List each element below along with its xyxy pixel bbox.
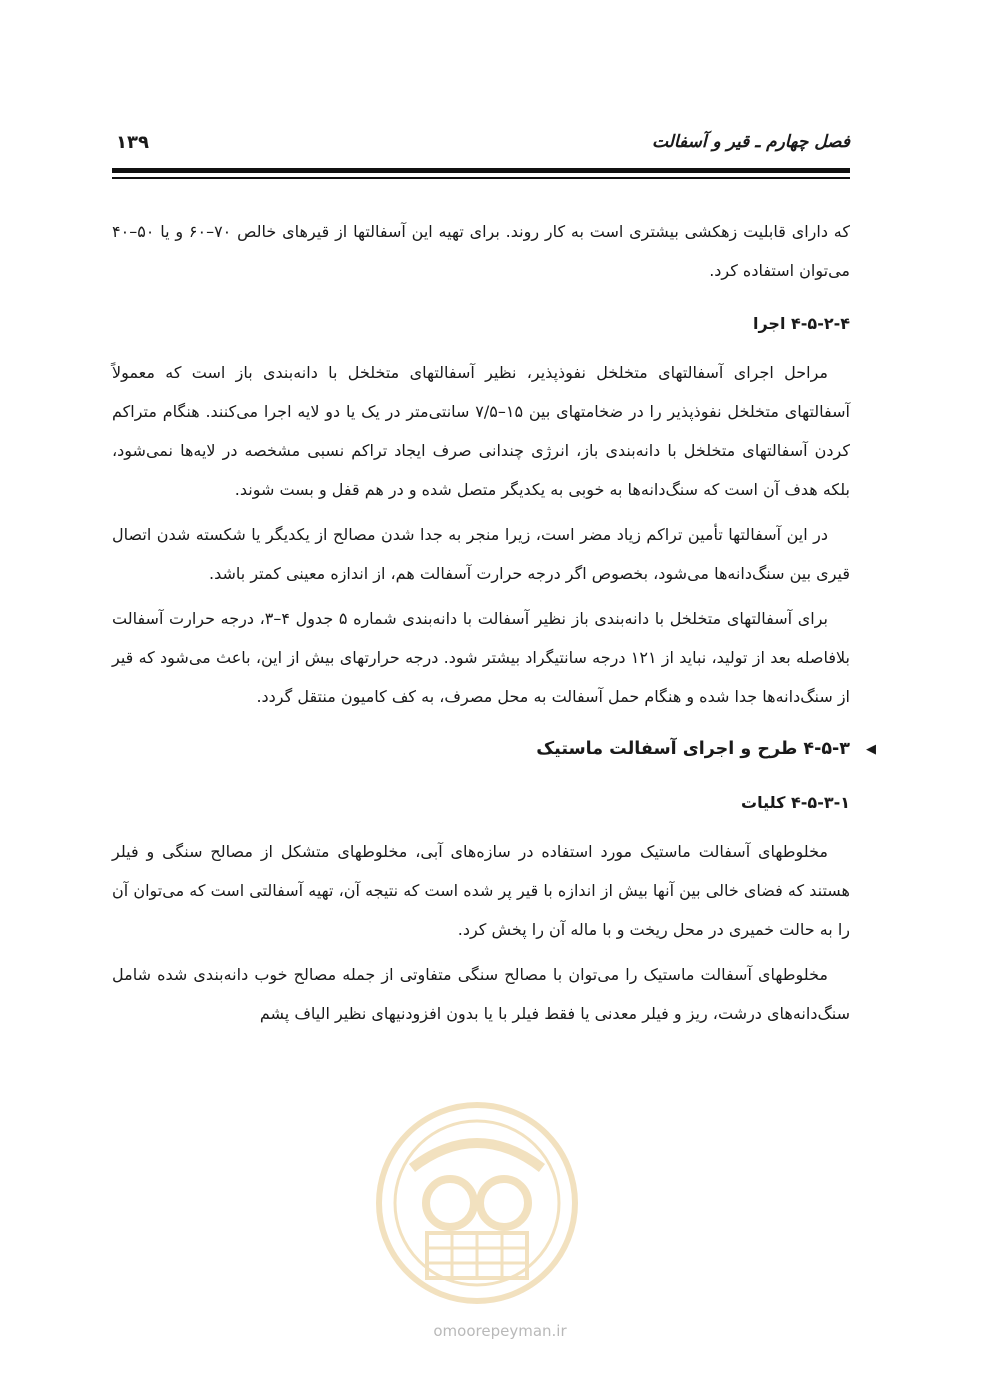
- body-text: [112, 212, 876, 1039]
- chapter-title: فصل چهارم ـ قیر و آسفالت: [651, 132, 850, 152]
- page-number: ۱۳۹: [116, 132, 149, 153]
- paragraph: مخلوطهای آسفالت ماستیک مورد استفاده در سازه‌های آبی، مخلوطهای متشکل از مصالح سنگی و فیلر هستند که فضای خالی بین آنها بیش از اندازه با قیر پر شده است که نتیجه آن، تهیه آسفالتی است که می‌توان آن را به حالت خمیری در محل ریخت و با ماله آن را پخش کرد.: [112, 842, 850, 939]
- paragraph: که دارای قابلیت زهکشی بیشتری است به کار روند. برای تهیه این آسفالتها از قیرهای خالص ۷۰–۶۰ و یا ۵۰–۴۰ می‌توان استفاده کرد.: [112, 222, 850, 280]
- watermark-url: omoorepeyman.ir: [433, 1322, 567, 1340]
- running-header: [112, 128, 850, 162]
- triangle-bullet-icon: ◀: [866, 742, 876, 757]
- paragraph: مراحل اجرای آسفالتهای متخلخل نفوذپذیر، نظیر آسفالتهای متخلخل با دانه‌بندی باز است که معمولاً آسفالتهای متخلخل نفوذپذیر را در ضخامتهای بین ۱۵–۷/۵ سانتی‌متر در یک یا دو لایه اجرا می‌کنند. هنگام متراکم کردن آسفالتهای متخلخل با دانه‌بندی باز، انرژی چندانی صرف ایجاد تراکم نسبی مشخصه در لایه‌ها نمی‌شود، بلکه هدف آن است که سنگ‌دانه‌ها به خوبی به یکدیگر متصل شده و در هم قفل و بست شوند.: [112, 363, 850, 499]
- paragraph: مخلوطهای آسفالت ماستیک را می‌توان با مصالح سنگی متفاوتی از جمله مصالح خوب دانه‌بندی شده شامل سنگ‌دانه‌های درشت، ریز و فیلر معدنی یا فقط فیلر با یا بدون افزودنیهای نظیر الیاف پشم: [112, 965, 850, 1023]
- paragraph: برای آسفالتهای متخلخل با دانه‌بندی باز نظیر آسفالت با دانه‌بندی شماره ۵ جدول ۴–۳، درجه حرارت آسفالت بلافاصله بعد از تولید، نباید از ۱۲۱ درجه سانتیگراد بیشتر شود. درجه حرارتهای بیش از این، باعث می‌شود که قیر از سنگ‌دانه‌ها جدا شده و هنگام حمل آسفالت به محل مصرف، به کف کامیون منتقل گردد.: [112, 609, 851, 706]
- subheading: ۴-۵-۳-۱ کلیات: [740, 793, 850, 812]
- header-rule-thin: [112, 177, 850, 179]
- seal-logo-icon: [372, 1098, 582, 1308]
- header-rule-thick: [112, 168, 850, 173]
- paragraph: در این آسفالتها تأمین تراکم زیاد مضر است، زیرا منجر به جدا شدن مصالح از یکدیگر یا شکسته شدن اتصال قیری بین سنگ‌دانه‌ها می‌شود، بخصوص اگر درجه حرارت آسفالت هم، از اندازه معینی کمتر باشد.: [112, 525, 850, 583]
- subheading: ۴-۵-۲-۴ اجرا: [752, 314, 850, 333]
- section-heading-text: ۴-۵-۳ طرح و اجرای آسفالت ماستیک: [536, 739, 850, 759]
- section-heading: [112, 730, 876, 769]
